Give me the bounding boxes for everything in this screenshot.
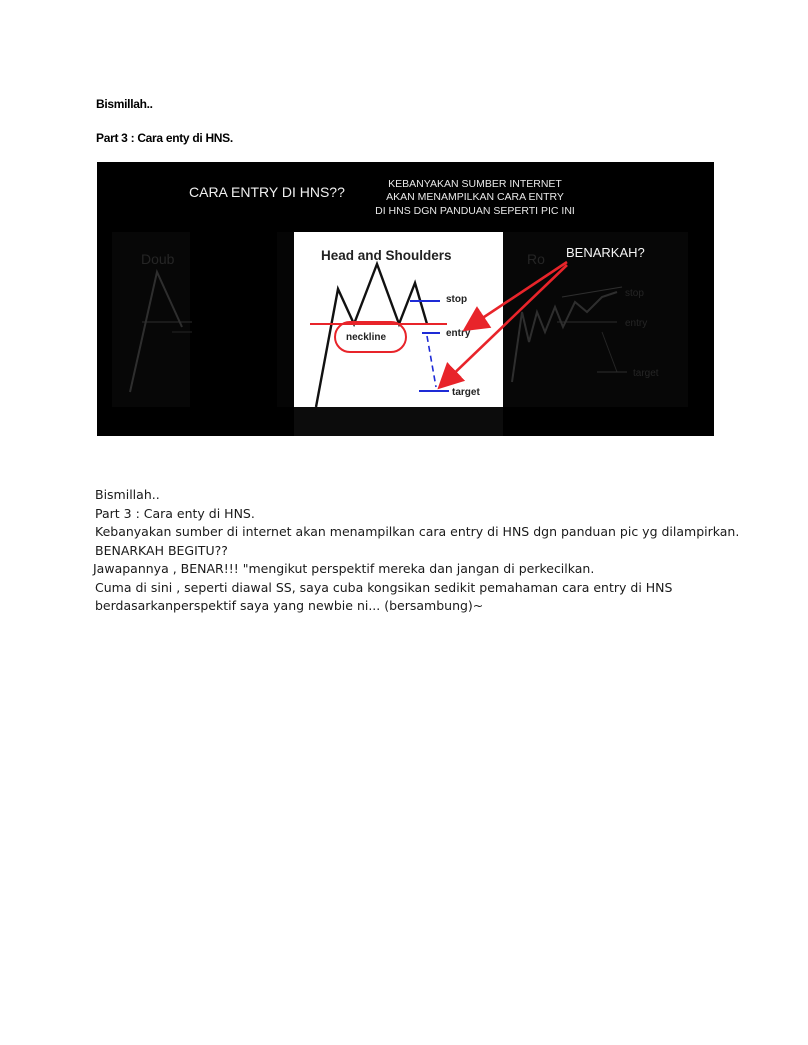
target-label: target [452,387,480,398]
figure-caption-line-1: KEBANYAKAN SUMBER INTERNET [388,178,562,190]
body-line: Cuma di sini , seperti diawal SS, saya cuba kongsikan sedikit pemahaman cara entry di HNS [95,579,673,595]
document-title-line: Bismillah.. [96,97,153,111]
chart-title: Head and Shoulders [321,248,452,263]
right-ghost-title: Ro [527,251,545,267]
body-line: Bismillah.. [95,487,160,502]
document-subtitle-line: Part 3 : Cara enty di HNS. [96,131,233,145]
right-ghost-stop: stop [625,288,644,299]
figure-caption-line-2: AKAN MENAMPILKAN CARA ENTRY [386,191,564,203]
left-ghost-panel [112,232,294,407]
hns-entry-figure [97,162,714,436]
neckline-label: neckline [346,332,387,343]
body-line: BENARKAH BEGITU?? [95,542,228,558]
body-line: berdasarkanperspektif saya yang newbie ni... (bersambung)~ [95,598,484,613]
left-ghost-title: Doub [141,251,175,267]
figure-canvas [97,162,714,436]
body-line: Jawapannya , BENAR!!! "mengikut perspektif mereka dan jangan di perkecilkan. [93,561,595,576]
figure-caption-line-3: DI HNS DGN PANDUAN SEPERTI PIC INI [375,205,575,217]
right-ghost-entry: entry [625,318,648,329]
figure-main-title: CARA ENTRY DI HNS?? [189,184,345,200]
head-and-shoulders-panel [294,232,503,436]
body-text [95,486,755,616]
right-ghost-target: target [633,368,659,379]
stop-label: stop [446,294,468,305]
body-line: Part 3 : Cara enty di HNS. [95,505,255,521]
benarkah-question: BENARKAH? [566,245,645,260]
body-line: Kebanyakan sumber di internet akan menampilkan cara entry di HNS dgn panduan pic yg dilampirkan. [95,524,740,539]
entry-label: entry [446,328,471,339]
